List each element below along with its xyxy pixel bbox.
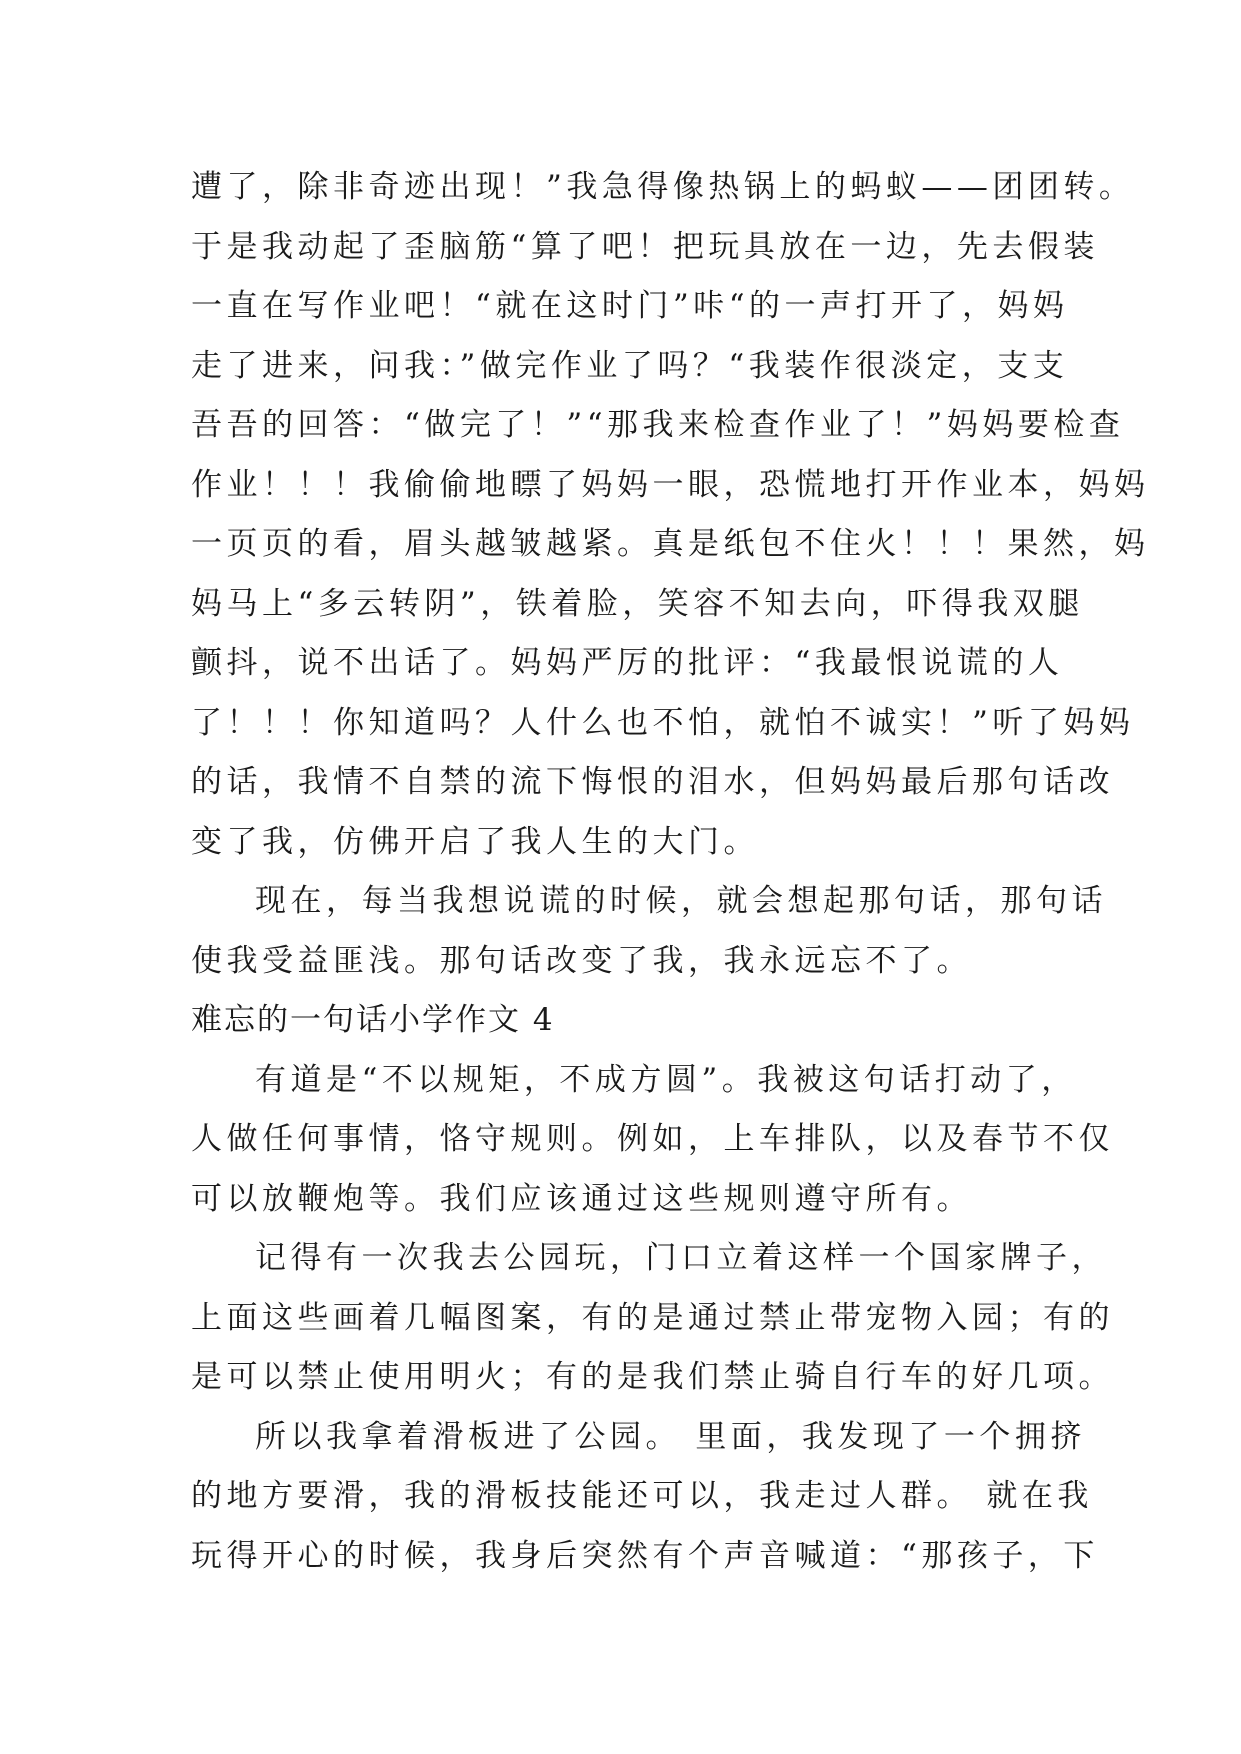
text-line: 了！！！你知道吗？人什么也不怕，就怕不诚实！”听了妈妈	[191, 704, 1135, 741]
text-line: 可以放鞭炮等。我们应该通过这些规则遵守所有。	[191, 1180, 972, 1217]
text-line: 记得有一次我去公园玩，门口立着这样一个国家牌子，	[255, 1240, 1107, 1276]
text-line: 现在，每当我想说谎的时候，就会想起那句话，那句话	[255, 883, 1107, 919]
text-line: 玩得开心的时候，我身后突然有个声音喊道：“那孩子，下	[191, 1537, 1099, 1574]
text-line: 颤抖，说不出话了。妈妈严厉的批评：“我最恨说谎的人	[191, 645, 1064, 681]
text-line: 上面这些画着几幅图案，有的是通过禁止带宠物入园；有的	[191, 1299, 1114, 1336]
text-line: 一直在写作业吧！“就在这时门”咔“的一声打开了，妈妈	[191, 288, 1069, 324]
text-line: 的话，我情不自禁的流下悔恨的泪水，但妈妈最后那句话改	[191, 764, 1114, 800]
text-line: 作业！！！我偷偷地瞟了妈妈一眼，恐慌地打开作业本，妈妈	[191, 466, 1150, 503]
text-line: 的地方要滑，我的滑板技能还可以，我走过人群。 就在我	[191, 1478, 1093, 1514]
text-line: 妈马上“多云转阴”，铁着脸，笑容不知去向，吓得我双腿	[191, 585, 1084, 622]
text-line: 有道是“不以规矩，不成方圆”。我被这句话打动了，	[255, 1061, 1077, 1098]
text-line: 吾吾的回答：“做完了！”“那我来检查作业了！”妈妈要检查	[191, 407, 1125, 443]
text-line: 变了我，仿佛开启了我人生的大门。	[191, 823, 759, 860]
text-line: 所以我拿着滑板进了公园。 里面，我发现了一个拥挤	[255, 1418, 1086, 1455]
section-heading: 难忘的一句话小学作文 4	[191, 1002, 555, 1038]
text-line: 人做任何事情，恪守规则。例如，上车排队，以及春节不仅	[191, 1121, 1114, 1157]
text-line: 遭了，除非奇迹出现！”我急得像热锅上的蚂蚁——团团转。	[191, 169, 1135, 205]
text-line: 使我受益匪浅。那句话改变了我，我永远忘不了。	[191, 942, 972, 979]
text-line: 于是我动起了歪脑筋“算了吧！把玩具放在一边，先去假装	[191, 228, 1099, 265]
text-line: 一页页的看，眉头越皱越紧。真是纸包不住火！！！果然，妈	[191, 526, 1150, 562]
text-line: 是可以禁止使用明火；有的是我们禁止骑自行车的好几项。	[191, 1359, 1114, 1395]
essay-text	[191, 158, 1150, 1586]
text-line: 走了进来，问我：”做完作业了吗？“我装作很淡定，支支	[191, 347, 1069, 384]
